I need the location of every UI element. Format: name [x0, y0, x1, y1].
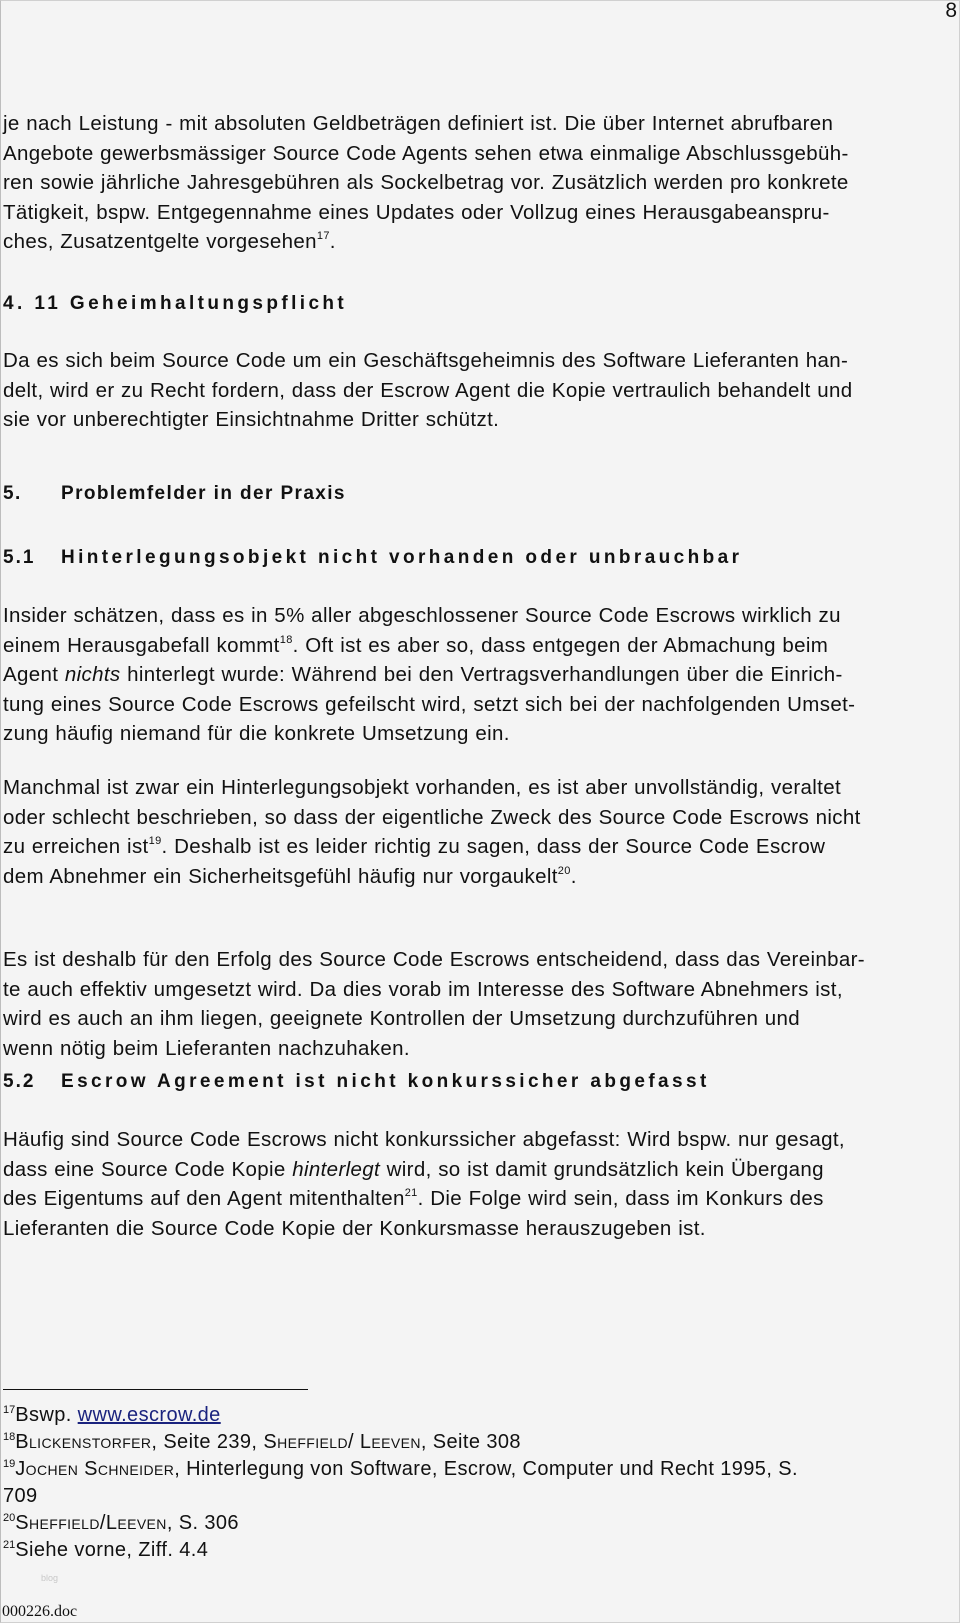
footnote-ref-18[interactable]: 18 — [279, 633, 293, 646]
paragraph-erfolg: Es ist deshalb für den Erfolg des Source Code Escrows entscheidend, dass das Vereinbar- te auch effektiv umgesetzt wird. Da dies vorab im Interesse des Software Abnehmers ist, wird es auch an ihm liegen, geeignete Kontrollen der Umsetzung durchzuführen und wenn nötig beim Lieferanten nachzuhaken. — [3, 948, 865, 1060]
footnote-19-continuation: 709 — [3, 1485, 38, 1507]
footnote-ref-21[interactable]: 21 — [404, 1187, 418, 1199]
heading-4-11: 4. 11 Geheimhaltungspflicht — [3, 293, 348, 314]
watermark: blog — [41, 1573, 59, 1583]
paragraph-manchmal: Manchmal ist zwar ein Hinterlegungsobjekt vorhanden, es ist aber unvollständig, veraltet oder schlecht beschrieben, so dass der eigentliche Zweck des Source Code Escrows nicht zu erreichen ist$^{19}$. Deshalb ist es leider richtig zu sagen, dass der Source Code Escrow dem Abnehmer ein Sicherheitsgefühl häufig nur vorgaukelt$^{20}$. — [3, 776, 861, 888]
footnote-21: $^{21}$Siehe vorne, Ziff. 4.4 — [3, 1539, 209, 1561]
footnote-ref-17[interactable]: 17 — [316, 230, 330, 242]
paragraph-konkurs: Häufig sind Source Code Escrows nicht konkurssicher abgefasst: Wird bspw. nur gesagt, dass eine Source Code Kopie hinterlegt wird, so ist damit grundsätzlich kein Übergang des Eigentums auf den Agent mitenthalten$^{21}$. Die Folge wird sein, dass im Konkurs des Lieferanten die Source Code Kopie der Konkursmasse herauszugeben ist. — [3, 1128, 845, 1240]
footnote-18: $^{18}$Blickenstorfer, Seite 239, Sheffield/ Leeven, Seite 308 — [3, 1431, 521, 1453]
footnote-20: $^{20}$Sheffield/Leeven, S. 306 — [3, 1512, 239, 1534]
footnote-ref-20[interactable]: 20 — [557, 864, 571, 877]
footnote-19: $^{19}$Jochen Schneider, Hinterlegung von Software, Escrow, Computer und Recht 1995, S. — [3, 1458, 798, 1480]
footnote-17: $^{17}$Bswp. www.escrow.de — [3, 1404, 221, 1426]
escrow-link[interactable]: www.escrow.de — [77, 1404, 221, 1426]
footer-filename: 000226.doc — [2, 1603, 78, 1620]
heading-5-1: 5.1 Hinterlegungsobjekt nicht vorhanden oder unbrauchbar — [3, 547, 743, 568]
heading-5-2: 5.2 Escrow Agreement ist nicht konkurssicher abgefasst — [3, 1071, 710, 1092]
paragraph-insider: Insider schätzen, dass es in 5% aller abgeschlossener Source Code Escrows wirklich zu einem Herausgabefall kommt$^{18}$. Oft ist es aber so, dass entgegen der Abmachung beim Agent nichts hinterlegt wurde: Während bei den Vertragsverhandlungen über die Einrich- tung eines Source Code Escrows gefeilscht wird, setzt sich bei der nachfolgenden Umset- zung häufig niemand für die konkrete Umsetzung ein. — [3, 604, 856, 745]
paragraph-confidentiality: Da es sich beim Source Code um ein Geschäftsgeheimnis des Software Lieferanten han- delt, wird er zu Recht fordern, dass der Escrow Agent die Kopie vertraulich behandelt und sie vor unberechtigter Einsichtnahme Dritter schützt. — [3, 349, 853, 431]
footnote-separator — [3, 1389, 308, 1390]
footnote-ref-19[interactable]: 19 — [148, 835, 162, 847]
page-number: 8 — [945, 0, 957, 22]
paragraph-fees: je nach Leistung - mit absoluten Geldbeträgen definiert ist. Die über Internet abrufbaren Angebote gewerbsmässiger Source Code Agents sehen etwa einmalige Abschlussgebüh- ren sowie jährliche Jahresgebühren als Sockelbetrag vor. Zusätzlich werden pro konkrete Tätigkeit, bspw. Entgegennahme eines Updates oder Vollzug eines Herausgabeanspru- ches, Zusatzentgelte vorgesehen$^{17}$. — [3, 112, 849, 253]
heading-5: 5. Problemfelder in der Praxis — [3, 483, 346, 504]
